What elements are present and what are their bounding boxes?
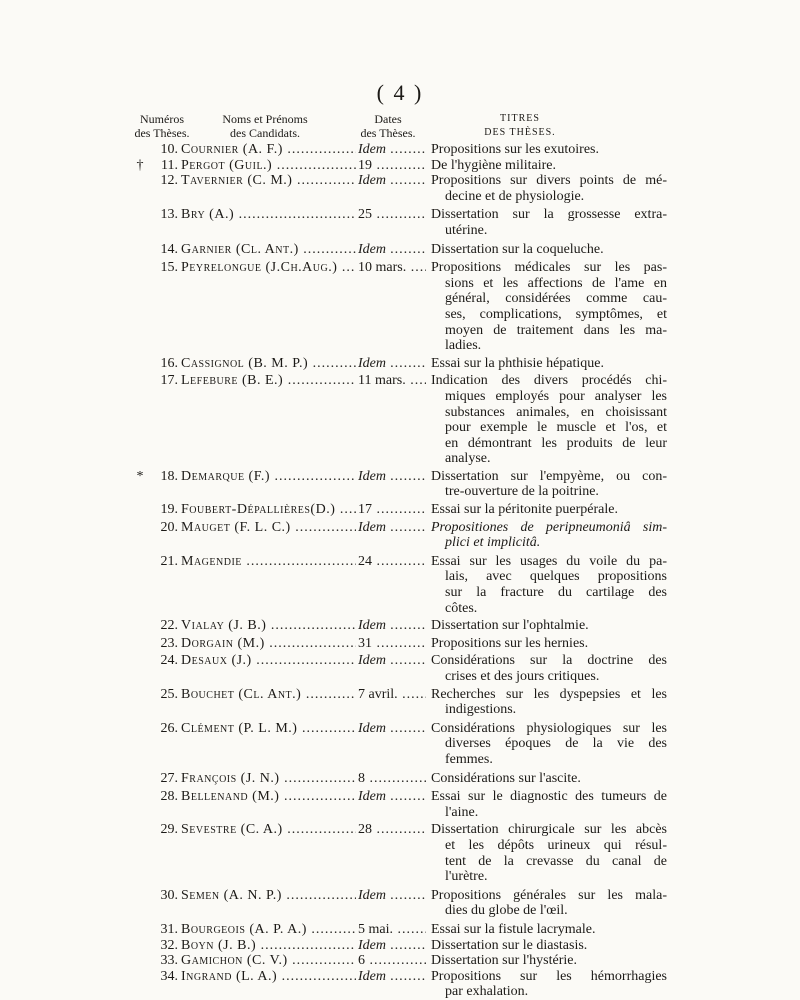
thesis-title-line: Considérations sur la doctrine des — [431, 653, 667, 669]
candidate-name: Boyn (J. B.) ..... — [181, 938, 356, 954]
thesis-date: Idem ..... — [358, 520, 426, 536]
thesis-row — [0, 356, 800, 372]
header-dates-line2: des Thèses. — [360, 126, 416, 140]
candidate-name: Magendie ..... — [181, 554, 356, 570]
thesis-row — [0, 969, 800, 1000]
thesis-row — [0, 953, 800, 969]
thesis-title-line: en démontrant les produits de leur — [445, 435, 667, 451]
candidate-name: Bry (A.) ..... — [181, 207, 356, 223]
thesis-number: 30. — [160, 887, 178, 903]
candidate-name: Cournier (A. F.) ..... — [181, 142, 356, 158]
candidate-name: Foubert-Dépallières(D.) ..... — [181, 502, 356, 518]
thesis-date: Idem ..... — [358, 356, 426, 372]
thesis-title-line: Propositions sur les hernies. — [431, 635, 589, 651]
thesis-date: Idem ..... — [358, 938, 426, 954]
thesis-date: 8 ..... — [358, 771, 426, 787]
thesis-row — [0, 260, 800, 354]
header-noms — [210, 112, 320, 140]
thesis-title-line: par exhalation. — [445, 984, 529, 1000]
thesis-number: 27. — [160, 770, 178, 786]
header-numeros-line1: Numéros — [140, 112, 184, 126]
thesis-row — [0, 789, 800, 820]
thesis-date: Idem ..... — [358, 653, 426, 669]
thesis-title-line: Dissertation sur l'hystérie. — [431, 953, 577, 969]
thesis-row — [0, 888, 800, 919]
thesis-title — [431, 158, 667, 174]
thesis-date: 19 ..... — [358, 158, 426, 174]
thesis-date: 25 ..... — [358, 207, 426, 223]
thesis-title-line: ladies. — [445, 338, 482, 354]
row-mark: † — [136, 157, 144, 173]
thesis-date: 31 ..... — [358, 636, 426, 652]
thesis-title-line: indigestions. — [445, 702, 517, 718]
thesis-title-line: ses, complications, symptômes, et — [445, 306, 667, 322]
thesis-title-line: Essai sur la phthisie hépatique. — [431, 355, 605, 371]
candidate-name: Mauget (F. L. C.) ..... — [181, 520, 356, 536]
thesis-row — [0, 771, 800, 787]
thesis-title-line: femmes. — [445, 751, 493, 767]
thesis-title-line: decine et de physiologie. — [445, 188, 585, 204]
thesis-title-line: côtes. — [445, 600, 478, 616]
thesis-row — [0, 173, 800, 204]
thesis-title-line: utérine. — [445, 222, 488, 238]
thesis-row — [0, 469, 800, 500]
thesis-title-line: diverses époques de la vie des — [445, 736, 667, 752]
thesis-title-line: moyen de traitement dans les ma- — [445, 322, 667, 338]
thesis-title-line: substances animales, en choisissant — [445, 404, 667, 420]
candidate-name: Dorgain (M.) ..... — [181, 636, 356, 652]
thesis-title-line: Essai sur la péritonite puerpérale. — [431, 502, 618, 518]
thesis-row — [0, 687, 800, 718]
thesis-title-line: crises et des jours critiques. — [445, 669, 600, 684]
thesis-number: 18. — [160, 468, 178, 484]
thesis-title-line: Propositions sur divers points de mé- — [431, 173, 667, 189]
thesis-row — [0, 373, 800, 467]
thesis-title — [431, 721, 667, 768]
thesis-title — [431, 938, 667, 954]
header-noms-line2: des Candidats. — [230, 126, 300, 140]
header-titres-line2: DES THÈSES. — [484, 127, 556, 138]
candidate-name: François (J. N.) ..... — [181, 771, 356, 787]
thesis-title — [431, 554, 667, 616]
thesis-title-line: Dissertation sur l'empyème, ou con- — [431, 468, 667, 484]
thesis-title-line: lais, avec quelques propositions — [445, 569, 667, 585]
column-headers — [0, 112, 800, 146]
thesis-number: 12. — [160, 173, 178, 189]
thesis-title — [431, 242, 667, 258]
thesis-title-line: l'aine. — [445, 804, 479, 820]
candidate-name: Garnier (Cl. Ant.) ..... — [181, 242, 356, 258]
candidate-name: Bourgeois (A. P. A.) ..... — [181, 922, 356, 938]
candidate-name: Semen (A. N. P.) ..... — [181, 888, 356, 904]
thesis-number: 29. — [160, 822, 178, 838]
thesis-number: 19. — [160, 502, 178, 518]
header-titres — [470, 112, 570, 140]
thesis-title — [431, 653, 667, 684]
thesis-row — [0, 502, 800, 518]
thesis-title-line: analyse. — [445, 451, 491, 467]
thesis-date: Idem ..... — [358, 789, 426, 805]
thesis-title-line: Essai sur le diagnostic des tumeurs de — [431, 789, 667, 805]
thesis-number: 34. — [160, 968, 178, 984]
thesis-title-line: miques employés pour analyser les — [445, 388, 667, 404]
thesis-date: Idem ..... — [358, 888, 426, 904]
thesis-date: 11 mars. ..... — [358, 373, 426, 389]
thesis-title-line: Propositions générales sur les mala- — [431, 887, 667, 903]
thesis-title — [431, 922, 667, 938]
thesis-title — [431, 789, 667, 820]
thesis-title-line: Dissertation chirurgicale sur les abcès — [431, 822, 667, 838]
thesis-row — [0, 721, 800, 768]
thesis-title-line: dies du globe de l'œil. — [445, 903, 568, 919]
thesis-date: Idem ..... — [358, 721, 426, 737]
thesis-title-line: Considérations sur l'ascite. — [431, 770, 581, 786]
thesis-title — [431, 502, 667, 518]
thesis-title — [431, 953, 667, 969]
thesis-date: Idem ..... — [358, 173, 426, 189]
header-titres-line1: TITRES — [500, 113, 540, 124]
thesis-row — [0, 554, 800, 616]
thesis-number: 33. — [160, 953, 178, 969]
thesis-number: 31. — [160, 921, 178, 937]
page-number: ( 4 ) — [376, 80, 424, 105]
candidate-name: Lefebure (B. E.) ..... — [181, 373, 356, 389]
thesis-title — [431, 520, 667, 551]
thesis-number: 15. — [160, 260, 178, 276]
candidate-name: Vialay (J. B.) ..... — [181, 618, 356, 634]
thesis-date: Idem ..... — [358, 142, 426, 158]
candidate-name: Ingrand (L. A.) ..... — [181, 969, 356, 985]
thesis-title — [431, 969, 667, 1000]
thesis-number: 10. — [160, 142, 178, 157]
thesis-date: 28 ..... — [358, 822, 426, 838]
thesis-title-line: et les dépôts urineux qui résul- — [445, 837, 667, 853]
thesis-number: 20. — [160, 519, 178, 535]
thesis-title-line: tre-ouverture de la poitrine. — [445, 484, 599, 500]
thesis-date: Idem ..... — [358, 469, 426, 485]
candidate-name: Peyrelongue (J.Ch.Aug.) ..... — [181, 260, 356, 276]
thesis-title — [431, 469, 667, 500]
thesis-title — [431, 618, 667, 634]
thesis-title — [431, 771, 667, 787]
thesis-title-line: pour exemple le muscle et l'os, et — [445, 420, 667, 436]
row-mark: * — [136, 468, 144, 484]
thesis-title — [431, 260, 667, 354]
thesis-number: 24. — [160, 653, 178, 669]
candidate-name: Clément (P. L. M.) ..... — [181, 721, 356, 737]
candidate-name: Sevestre (C. A.) ..... — [181, 822, 356, 838]
thesis-title-line: Propositions sur les hémorrhagies — [431, 968, 667, 984]
thesis-title-line: Essai sur la fistule lacrymale. — [431, 921, 596, 937]
thesis-title-line: Recherches sur les dyspepsies et les — [431, 686, 667, 702]
thesis-title — [431, 142, 667, 158]
thesis-title-line: sions et les affections de l'ame en — [445, 275, 667, 291]
thesis-title-line: général, considérées comme cau- — [445, 291, 667, 307]
thesis-row — [0, 142, 800, 158]
thesis-title — [431, 356, 667, 372]
thesis-number: 17. — [160, 373, 178, 389]
thesis-title — [431, 822, 667, 884]
candidate-name: Bouchet (Cl. Ant.) ..... — [181, 687, 356, 703]
thesis-title-line: l'urètre. — [445, 869, 488, 885]
thesis-title-line: sur la fracture du cartilage des — [445, 585, 667, 601]
thesis-date: Idem ..... — [358, 969, 426, 985]
candidate-name: Bellenand (M.) ..... — [181, 789, 356, 805]
thesis-number: 28. — [160, 789, 178, 805]
candidate-name: Tavernier (C. M.) ..... — [181, 173, 356, 189]
header-numeros — [132, 112, 192, 140]
thesis-title — [431, 687, 667, 718]
thesis-number: 22. — [160, 618, 178, 634]
thesis-title-line: Propositions sur les exutoires. — [431, 142, 599, 157]
candidate-name: Pergot (Guil.) ..... — [181, 158, 356, 174]
thesis-row — [0, 158, 800, 174]
thesis-title — [431, 173, 667, 204]
thesis-row — [0, 822, 800, 884]
thesis-title-line: Essai sur les usages du voile du pa- — [431, 553, 667, 569]
thesis-date: Idem ..... — [358, 242, 426, 258]
thesis-date: 10 mars. ..... — [358, 260, 426, 276]
thesis-title-line: plici et implicitâ. — [445, 535, 541, 551]
thesis-row — [0, 242, 800, 258]
thesis-row — [0, 207, 800, 238]
thesis-number: 13. — [160, 207, 178, 223]
header-dates-line1: Dates — [374, 112, 402, 126]
thesis-row — [0, 653, 800, 684]
thesis-date: 17 ..... — [358, 502, 426, 518]
thesis-title-line: Propositions médicales sur les pas- — [431, 260, 667, 276]
candidate-name: Desaux (J.) ..... — [181, 653, 356, 669]
thesis-date: 5 mai. ..... — [358, 922, 426, 938]
thesis-title-line: Indication des divers procédés chi- — [431, 373, 667, 389]
thesis-title — [431, 636, 667, 652]
thesis-number: 11. — [161, 157, 178, 173]
thesis-date: 7 avril. ..... — [358, 687, 426, 703]
thesis-title-line: Dissertation sur la grossesse extra- — [431, 207, 667, 223]
candidate-name: Gamichon (C. V.) ..... — [181, 953, 356, 969]
thesis-number: 32. — [160, 937, 178, 953]
thesis-title-line: Dissertation sur le diastasis. — [431, 937, 588, 953]
thesis-row — [0, 520, 800, 551]
candidate-name: Demarque (F.) ..... — [181, 469, 356, 485]
thesis-title — [431, 373, 667, 467]
thesis-title-line: Propositiones de peripneumoniâ sim- — [431, 519, 667, 535]
thesis-title-line: Dissertation sur l'ophtalmie. — [431, 618, 589, 634]
thesis-title — [431, 888, 667, 919]
thesis-number: 25. — [160, 686, 178, 702]
thesis-row — [0, 618, 800, 634]
thesis-row — [0, 636, 800, 652]
thesis-number: 14. — [160, 241, 178, 257]
header-noms-line1: Noms et Prénoms — [222, 112, 308, 126]
thesis-date: 24 ..... — [358, 554, 426, 570]
thesis-number: 23. — [160, 635, 178, 651]
thesis-title-line: Dissertation sur la coqueluche. — [431, 241, 604, 257]
thesis-title-line: Considérations physiologiques sur les — [431, 720, 667, 736]
thesis-date: 6 ..... — [358, 953, 426, 969]
thesis-title-line: De l'hygiène militaire. — [431, 157, 556, 173]
theses-list — [0, 142, 800, 1000]
header-dates — [352, 112, 424, 140]
thesis-row — [0, 938, 800, 954]
thesis-title-line: tent de la crevasse du canal de — [445, 853, 667, 869]
thesis-title — [431, 207, 667, 238]
thesis-number: 26. — [160, 720, 178, 736]
thesis-date: Idem ..... — [358, 618, 426, 634]
header-numeros-line2: des Thèses. — [134, 126, 190, 140]
candidate-name: Cassignol (B. M. P.) ..... — [181, 356, 356, 372]
thesis-number: 16. — [160, 355, 178, 371]
thesis-row — [0, 922, 800, 938]
thesis-number: 21. — [160, 553, 178, 569]
